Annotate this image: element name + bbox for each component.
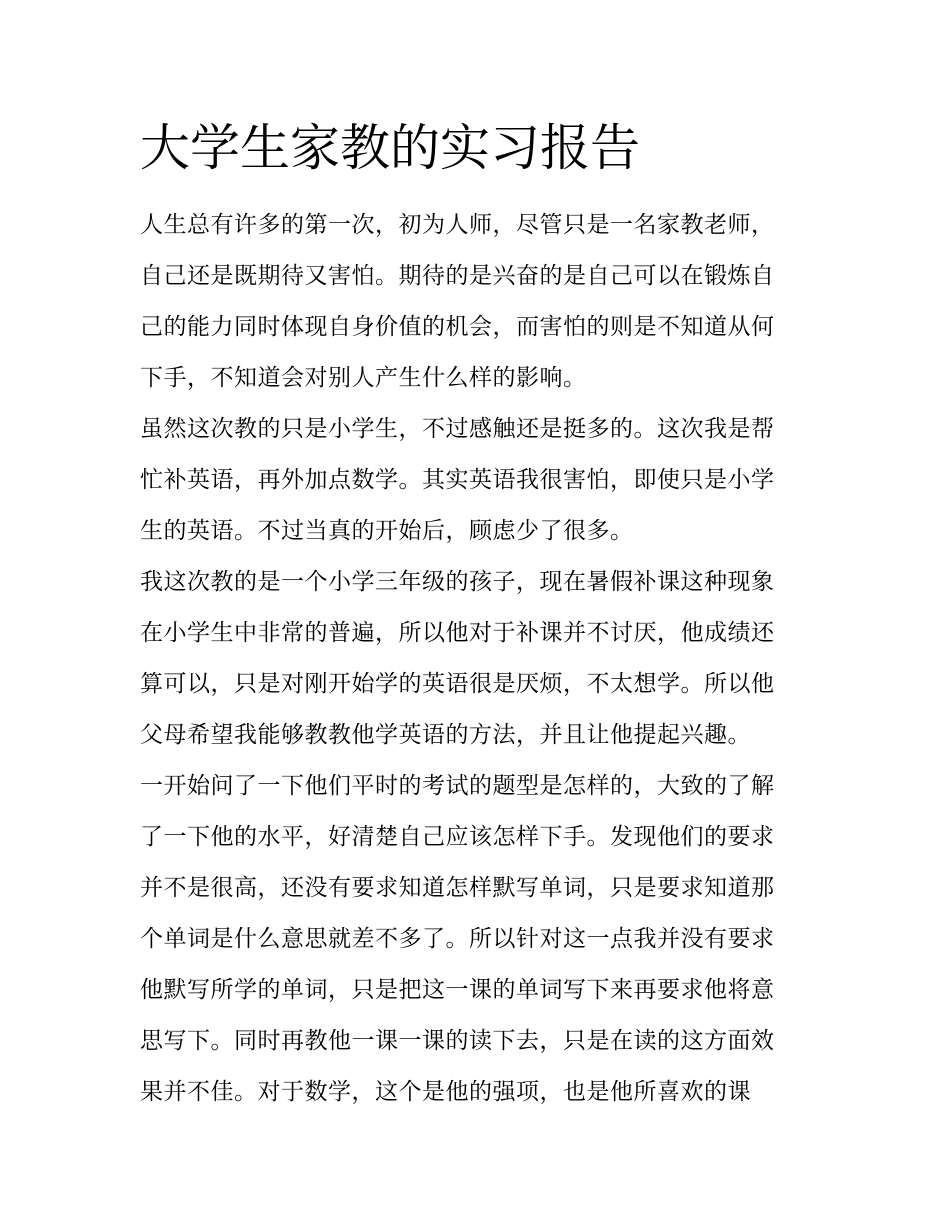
text-line: 下手，不知道会对别人产生什么样的影响。 bbox=[140, 365, 587, 391]
text-line: 在小学生中非常的普遍，所以他对于补课并不讨厌，他成绩还 bbox=[140, 620, 775, 646]
text-line: 自己还是既期待又害怕。期待的是兴奋的是自己可以在锻炼自 bbox=[140, 263, 775, 289]
document-body bbox=[140, 200, 820, 1118]
text-line: 生的英语。不过当真的开始后，顾虑少了很多。 bbox=[140, 518, 634, 544]
text-line: 忙补英语，再外加点数学。其实英语我很害怕，即使只是小学 bbox=[140, 467, 775, 493]
text-line: 果并不佳。对于数学，这个是他的强项，也是他所喜欢的课 bbox=[140, 1079, 751, 1105]
text-line: 了一下他的水平，好清楚自己应该怎样下手。发现他们的要求 bbox=[140, 824, 775, 850]
text-line: 人生总有许多的第一次，初为人师，尽管只是一名家教老师， bbox=[140, 212, 775, 238]
text-line: 虽然这次教的只是小学生，不过感触还是挺多的。这次我是帮 bbox=[140, 416, 775, 442]
text-line: 己的能力同时体现自身价值的机会，而害怕的则是不知道从何 bbox=[140, 314, 775, 340]
text-line: 我这次教的是一个小学三年级的孩子，现在暑假补课这种现象 bbox=[140, 569, 775, 595]
text-line: 他默写所学的单词，只是把这一课的单词写下来再要求他将意 bbox=[140, 977, 775, 1003]
text-line: 算可以，只是对刚开始学的英语很是厌烦，不太想学。所以他 bbox=[140, 671, 775, 697]
text-line: 并不是很高，还没有要求知道怎样默写单词，只是要求知道那 bbox=[140, 875, 775, 901]
document-title: 大学生家教的实习报告 bbox=[140, 119, 640, 177]
text-line: 个单词是什么意思就差不多了。所以针对这一点我并没有要求 bbox=[140, 926, 775, 952]
text-line: 父母希望我能够教教他学英语的方法，并且让他提起兴趣。 bbox=[140, 722, 751, 748]
text-line: 思写下。同时再教他一课一课的读下去，只是在读的这方面效 bbox=[140, 1028, 775, 1054]
text-line: 一开始问了一下他们平时的考试的题型是怎样的，大致的了解 bbox=[140, 773, 775, 799]
